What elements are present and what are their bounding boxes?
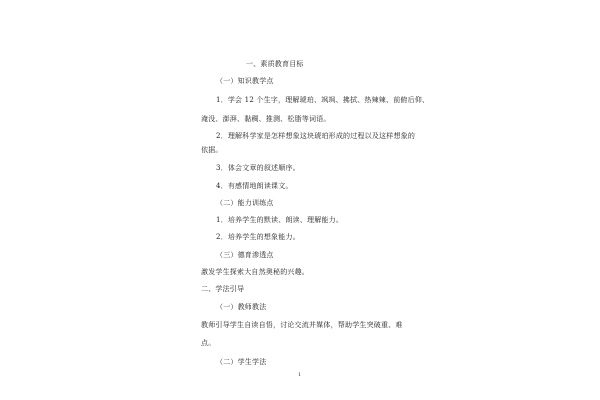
body-line: 激发学生探索大自然奥秘的兴趣。 xyxy=(201,268,309,276)
body-line: 3．体会文章的叙述顺序。 xyxy=(216,164,300,172)
body-line: 1．培养学生的默读、朗读、理解能力。 xyxy=(216,216,344,224)
body-line: 1．学会 12 个生字，理解琥珀、飒飒、拂拭、热辣辣、前俯后仰、 xyxy=(216,96,430,104)
body-line: 教师引导学生自读自悟，讨论交流并媒体，帮助学生突破重、难 xyxy=(201,321,403,329)
section-heading: 一、素质教育目标 xyxy=(246,60,304,68)
subsection-heading: （三）德育渗透点 xyxy=(216,251,274,259)
body-line: 2．培养学生的想象能力。 xyxy=(216,233,300,241)
body-line: 4．有感情地朗读课文。 xyxy=(216,182,293,190)
body-line: 2．理解科学家是怎样想象这块琥珀形成的过程以及这样想象的 xyxy=(216,132,416,140)
section-heading: 二、学法引导 xyxy=(201,285,245,293)
subsection-heading: （二）学生学法 xyxy=(216,358,267,366)
subsection-heading: （一）教师教法 xyxy=(216,303,267,311)
subsection-heading: （一）知识教学点 xyxy=(216,77,274,85)
subsection-heading: （二）能力训练点 xyxy=(216,199,274,207)
body-line: 依据。 xyxy=(201,146,223,154)
page-number: 1 xyxy=(298,372,302,378)
body-line: 淹没、澎湃、黏稠、推测、松脂等词语。 xyxy=(201,115,331,123)
body-line: 点。 xyxy=(201,339,216,347)
